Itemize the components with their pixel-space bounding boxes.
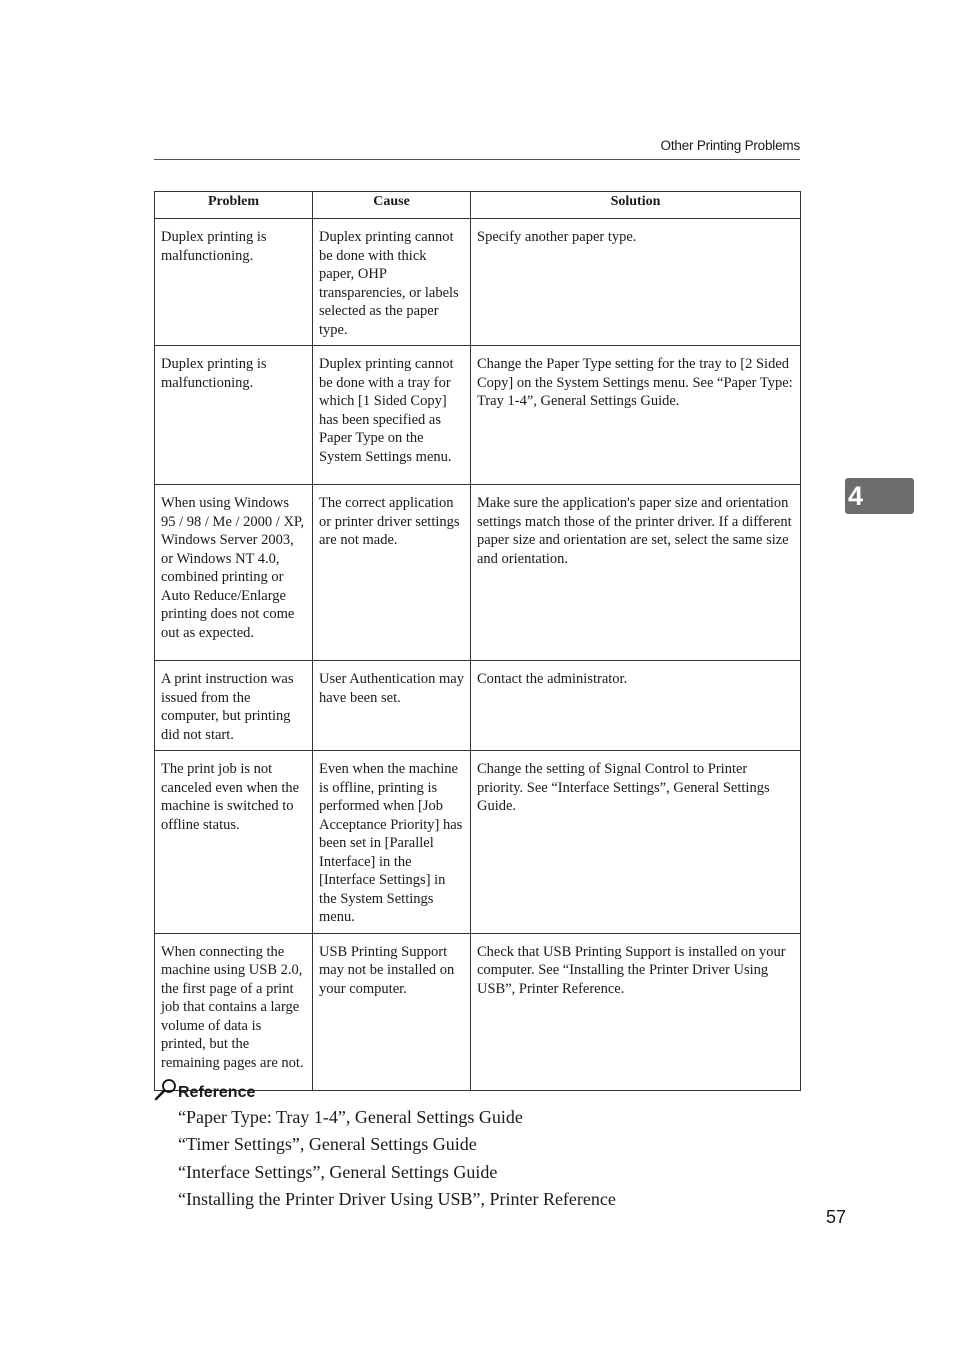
running-head: Other Printing Problems — [660, 138, 800, 153]
reference-item: “Installing the Printer Driver Using USB”, Printer Reference — [178, 1188, 616, 1209]
problem-cell: Duplex printing is malfunctioning. — [155, 219, 313, 346]
reference-section — [154, 1076, 800, 1213]
solution-cell: Check that USB Printing Support is installed on your computer. See “Installing the Printer Driver Using USB”, Printer Reference. — [471, 933, 801, 1090]
troubleshooting-table — [154, 191, 801, 1091]
reference-list — [178, 1104, 800, 1213]
table-row — [155, 933, 801, 1090]
problem-cell: The print job is not canceled even when the machine is switched to offline status. — [155, 751, 313, 934]
reference-item: “Timer Settings”, General Settings Guide — [178, 1134, 477, 1155]
reference-heading — [154, 1076, 800, 1102]
magnifier-icon — [154, 1078, 178, 1102]
reference-item: “Interface Settings”, General Settings Guide — [178, 1161, 498, 1182]
solution-cell: Change the Paper Type setting for the tray to [2 Sided Copy] on the System Settings menu. See “Paper Type: Tray 1-4”, General Settings Guide. — [471, 346, 801, 485]
solution-cell: Change the setting of Signal Control to Printer priority. See “Interface Settings”, General Settings Guide. — [471, 751, 801, 934]
table-row — [155, 346, 801, 485]
chapter-tab: 4 — [845, 478, 914, 514]
cause-cell: USB Printing Support may not be installed on your computer. — [313, 933, 471, 1090]
table-row — [155, 219, 801, 346]
problem-cell: A print instruction was issued from the computer, but printing did not start. — [155, 661, 313, 751]
cause-cell: Duplex printing cannot be done with a tray for which [1 Sided Copy] has been specified as Paper Type on the System Settings menu. — [313, 346, 471, 485]
reference-title: Reference — [178, 1084, 256, 1101]
column-header-solution: Solution — [471, 192, 801, 219]
solution-cell: Make sure the application's paper size and orientation settings match those of the printer driver. If a different paper size and orientation are set, select the same size and orientation. — [471, 485, 801, 661]
cause-cell: User Authentication may have been set. — [313, 661, 471, 751]
problem-cell: When connecting the machine using USB 2.0, the first page of a print job that contains a large volume of data is printed, but the remaining pages are not. — [155, 933, 313, 1090]
column-header-problem: Problem — [155, 192, 313, 219]
table-row — [155, 751, 801, 934]
cause-cell: Even when the machine is offline, printing is performed when [Job Acceptance Priority] has been set in [Parallel Interface] in the [Interface Settings] in the System Settings menu. — [313, 751, 471, 934]
table-row — [155, 485, 801, 661]
table-row — [155, 661, 801, 751]
problem-cell: Duplex printing is malfunctioning. — [155, 346, 313, 485]
problem-cell: When using Windows 95 / 98 / Me / 2000 / XP, Windows Server 2003, or Windows NT 4.0, combined printing or Auto Reduce/Enlarge printing does not come out as expected. — [155, 485, 313, 661]
page-number: 57 — [825, 1207, 846, 1227]
solution-cell: Specify another paper type. — [471, 219, 801, 346]
column-header-cause: Cause — [313, 192, 471, 219]
header-rule — [154, 159, 800, 160]
table-header-row — [155, 192, 801, 219]
solution-cell: Contact the administrator. — [471, 661, 801, 751]
cause-cell: The correct application or printer driver settings are not made. — [313, 485, 471, 661]
reference-item: “Paper Type: Tray 1-4”, General Settings Guide — [178, 1107, 523, 1127]
cause-cell: Duplex printing cannot be done with thick paper, OHP transparencies, or labels selected as the paper type. — [313, 219, 471, 346]
